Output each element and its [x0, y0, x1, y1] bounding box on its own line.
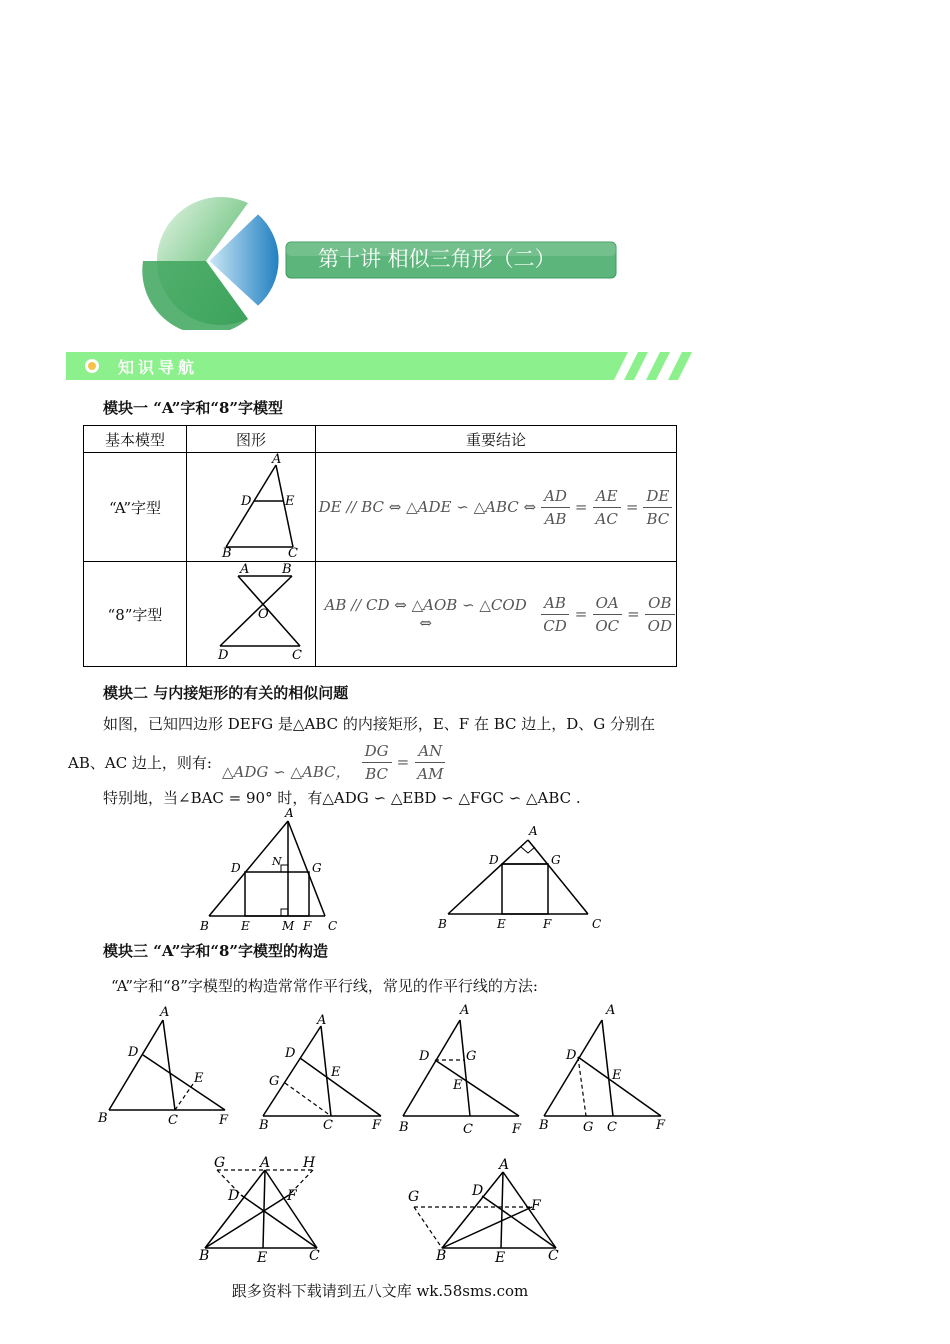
- svg-text:F: F: [287, 1188, 297, 1204]
- svg-text:G: G: [466, 1049, 477, 1064]
- construction-figure-5: [195, 1150, 335, 1265]
- svg-text:C: C: [328, 919, 338, 933]
- svg-text:C: C: [548, 1248, 559, 1264]
- svg-text:B: B: [282, 562, 292, 577]
- svg-text:C: C: [168, 1113, 178, 1128]
- frac-num: AE: [593, 487, 621, 508]
- svg-text:B: B: [200, 919, 209, 933]
- module3-intro: “A”字和“8”字模型的构造常常作平行线，常见的作平行线的方法:: [111, 977, 538, 995]
- svg-text:A: A: [272, 453, 282, 467]
- svg-text:A: A: [317, 1013, 327, 1028]
- table-row: [84, 562, 677, 667]
- construction-figure-2: [255, 1010, 390, 1135]
- a-model-conclusion: DE // BC ⇔ △ADE ∽ △ABC ⇔ $\frac{AD}{AB}$ = $\frac{AE}{AC}$ = $\frac{DE}{BC}$: [316, 487, 676, 528]
- svg-text:A: A: [160, 1005, 170, 1020]
- svg-text:E: E: [497, 917, 506, 931]
- module3-heading: 模块三 “A”字和“8”字模型的构造: [103, 942, 329, 960]
- table-header: 重要结论: [316, 426, 677, 453]
- svg-text:C: C: [463, 1122, 473, 1135]
- module2-line2: [68, 738, 447, 786]
- eight-model-svg: [196, 562, 306, 662]
- svg-text:B: B: [259, 1118, 269, 1133]
- svg-text:C: C: [323, 1118, 333, 1133]
- svg-text:F: F: [303, 919, 312, 933]
- table-row: [84, 453, 677, 562]
- svg-text:C: C: [288, 546, 298, 557]
- svg-text:A: A: [260, 1155, 271, 1171]
- svg-text:E: E: [285, 494, 295, 509]
- construction-figure-1: [95, 1000, 235, 1130]
- svg-text:A: A: [499, 1157, 510, 1173]
- frac-den: BC: [365, 764, 389, 783]
- svg-text:G: G: [408, 1189, 420, 1205]
- svg-text:D: D: [489, 853, 499, 867]
- svg-text:D: D: [472, 1183, 484, 1199]
- svg-text:B: B: [436, 1248, 447, 1264]
- svg-text:G: G: [551, 853, 561, 867]
- line2-ratio: $\frac{DG}{BC}$ = $\frac{AN}{AM}$: [361, 742, 448, 783]
- svg-text:A: A: [285, 806, 294, 820]
- frac-den: OC: [595, 616, 620, 635]
- svg-text:C: C: [309, 1248, 320, 1264]
- svg-text:D: D: [218, 648, 229, 662]
- footer-text: 跟多资料下载请到五八文库 wk.58sms.com: [231, 1282, 529, 1300]
- svg-text:H: H: [303, 1155, 316, 1171]
- frac-num: AB: [541, 594, 569, 615]
- svg-text:F: F: [656, 1118, 666, 1133]
- svg-text:E: E: [241, 919, 250, 933]
- lecture-title: 第十讲 相似三角形（二）: [318, 247, 556, 271]
- conclusion-text: AB // CD ⇔ △AOB ∽ △COD ⇔: [324, 596, 527, 632]
- line2-prefix: AB、AC 边上，则有:: [68, 753, 212, 772]
- svg-text:D: D: [228, 1188, 240, 1204]
- frac-num: OA: [593, 594, 622, 615]
- svg-text:B: B: [399, 1120, 409, 1135]
- inscribed-rectangle-figure: [195, 805, 345, 935]
- frac-den: AC: [595, 509, 618, 528]
- svg-text:E: E: [612, 1068, 622, 1083]
- lecture-logo: [138, 195, 283, 330]
- right-angle-rectangle-figure: [430, 820, 610, 935]
- a-model-figure: [187, 453, 316, 562]
- svg-text:C: C: [607, 1120, 617, 1135]
- svg-text:A: A: [529, 824, 538, 838]
- svg-text:E: E: [257, 1250, 268, 1265]
- frac-num: OB: [645, 594, 674, 615]
- svg-text:D: D: [419, 1049, 430, 1064]
- svg-text:C: C: [292, 648, 302, 662]
- svg-text:E: E: [453, 1078, 463, 1093]
- module1-heading: 模块一 “A”字和“8”字模型: [103, 399, 284, 417]
- svg-text:B: B: [98, 1111, 108, 1126]
- frac-num: DE: [643, 487, 672, 508]
- module2-heading: 模块二 与内接矩形的有关的相似问题: [103, 684, 349, 702]
- svg-text:B: B: [438, 917, 447, 931]
- svg-text:G: G: [214, 1155, 226, 1171]
- frac-den: AB: [544, 509, 567, 528]
- frac-den: CD: [543, 616, 567, 635]
- conclusion-text: DE // BC ⇔ △ADE ∽ △ABC ⇔: [318, 498, 537, 516]
- svg-text:D: D: [285, 1046, 296, 1061]
- svg-text:N: N: [272, 855, 282, 868]
- line2-sim: △ADG ∽ △ABC，: [222, 762, 351, 781]
- svg-text:F: F: [543, 917, 552, 931]
- svg-text:D: D: [128, 1045, 139, 1060]
- construction-figure-3: [395, 1000, 530, 1135]
- svg-text:B: B: [222, 546, 232, 557]
- module2-line1: 如图，已知四边形 DEFG 是△ABC 的内接矩形，E、F 在 BC 边上，D、G 分别在: [103, 715, 656, 733]
- svg-text:F: F: [512, 1122, 522, 1135]
- a-model-svg: [196, 453, 306, 557]
- eight-model-figure: [187, 562, 316, 667]
- eight-model-conclusion: AB // CD ⇔ △AOB ∽ △COD ⇔ $\frac{AB}{CD}$ = $\frac{OA}{OC}$ = $\frac{OB}{OD}$: [316, 594, 676, 635]
- module2-line3: 特别地，当∠BAC = 90° 时，有△ADG ∽ △EBD ∽ △FGC ∽ △ABC .: [103, 789, 581, 807]
- frac-num: AD: [541, 487, 570, 508]
- svg-text:E: E: [495, 1250, 506, 1265]
- svg-text:D: D: [231, 861, 241, 875]
- svg-text:F: F: [219, 1113, 229, 1128]
- svg-text:F: F: [531, 1198, 541, 1214]
- frac-den: BC: [646, 509, 670, 528]
- svg-text:A: A: [460, 1003, 470, 1018]
- frac-num: DG: [362, 742, 392, 763]
- svg-text:G: G: [269, 1074, 280, 1089]
- svg-text:F: F: [372, 1118, 382, 1133]
- svg-text:A: A: [606, 1003, 616, 1018]
- frac-den: AM: [417, 764, 444, 783]
- frac-num: AN: [415, 742, 445, 763]
- svg-text:M: M: [282, 919, 295, 933]
- svg-text:G: G: [312, 861, 322, 875]
- svg-text:E: E: [194, 1071, 204, 1086]
- model-table: [83, 425, 677, 667]
- construction-figure-4: [535, 1000, 675, 1135]
- svg-text:A: A: [240, 562, 250, 577]
- table-header: 图形: [187, 426, 316, 453]
- svg-text:C: C: [592, 917, 602, 931]
- svg-text:O: O: [258, 607, 269, 622]
- model-name: “A”字型: [84, 453, 187, 562]
- svg-text:E: E: [331, 1065, 341, 1080]
- svg-text:B: B: [539, 1118, 549, 1133]
- svg-text:D: D: [566, 1048, 577, 1063]
- frac-den: OD: [647, 616, 672, 635]
- svg-text:D: D: [241, 494, 252, 509]
- table-header: 基本模型: [84, 426, 187, 453]
- nav-label: 知识导航: [118, 358, 199, 377]
- construction-figure-6: [400, 1150, 565, 1265]
- svg-text:B: B: [199, 1248, 210, 1264]
- svg-text:G: G: [583, 1120, 594, 1135]
- model-name: “8”字型: [84, 562, 187, 667]
